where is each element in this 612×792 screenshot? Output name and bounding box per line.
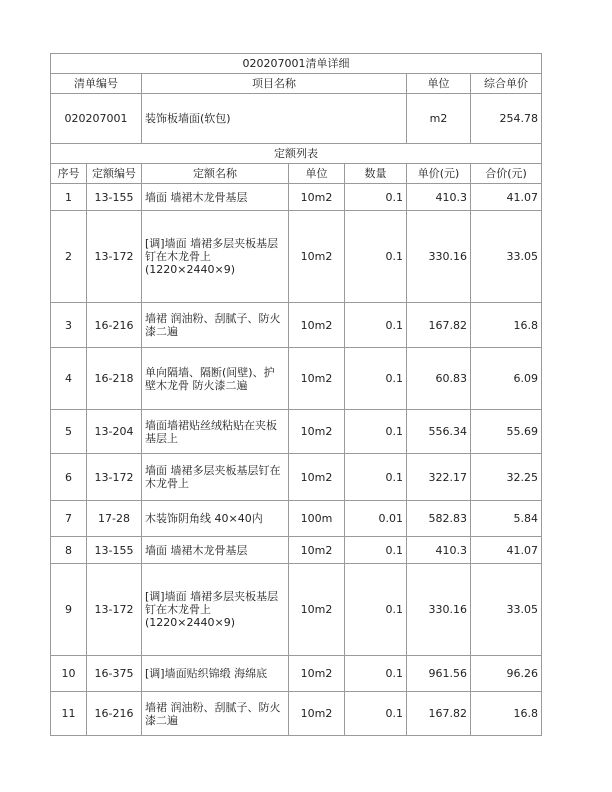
unit-price-header: 单价(元)	[407, 164, 471, 184]
quota-name-cell: [调]墙面贴织锦缎 海绵底	[142, 656, 289, 692]
quota-code-cell: 13-204	[87, 410, 142, 454]
quota-name-cell: 单向隔墙、隔断(间壁)、护壁木龙骨 防火漆二遍	[142, 348, 289, 410]
unit-price-cell: 322.17	[407, 454, 471, 501]
quota-name-cell: [调]墙面 墙裙多层夹板基层钉在木龙骨上(1220×2440×9)	[142, 211, 289, 303]
qty-cell: 0.01	[345, 501, 407, 537]
unit-cell: 10m2	[289, 184, 345, 211]
unit-cell: 10m2	[289, 656, 345, 692]
table-row	[51, 303, 542, 348]
bill-code-header: 清单编号	[51, 74, 142, 94]
quota-name-cell: 墙面 墙裙木龙骨基层	[142, 184, 289, 211]
seq-cell: 5	[51, 410, 87, 454]
unit-header: 单位	[289, 164, 345, 184]
seq-cell: 9	[51, 564, 87, 656]
quota-name-cell: [调]墙面 墙裙多层夹板基层钉在木龙骨上(1220×2440×9)	[142, 564, 289, 656]
table-row	[51, 410, 542, 454]
unit-cell: 10m2	[289, 410, 345, 454]
bill-price: 254.78	[471, 94, 542, 144]
total-cell: 33.05	[471, 564, 542, 656]
unit-cell: 10m2	[289, 303, 345, 348]
unit-price-cell: 167.82	[407, 692, 471, 736]
table-row	[51, 656, 542, 692]
unit-cell: 10m2	[289, 454, 345, 501]
page-title: 020207001清单详细	[51, 54, 542, 74]
seq-cell: 10	[51, 656, 87, 692]
total-cell: 5.84	[471, 501, 542, 537]
table-row	[51, 692, 542, 736]
total-cell: 16.8	[471, 303, 542, 348]
qty-cell: 0.1	[345, 656, 407, 692]
total-cell: 16.8	[471, 692, 542, 736]
table-row	[51, 454, 542, 501]
bill-unit: m2	[407, 94, 471, 144]
qty-cell: 0.1	[345, 564, 407, 656]
quota-code-cell: 16-218	[87, 348, 142, 410]
qty-cell: 0.1	[345, 348, 407, 410]
quota-code-header: 定额编号	[87, 164, 142, 184]
unit-cell: 10m2	[289, 537, 345, 564]
quota-name-cell: 墙裙 润油粉、刮腻子、防火漆二遍	[142, 303, 289, 348]
unit-cell: 10m2	[289, 348, 345, 410]
qty-cell: 0.1	[345, 692, 407, 736]
quota-name-cell: 墙面 墙裙多层夹板基层钉在木龙骨上	[142, 454, 289, 501]
seq-header: 序号	[51, 164, 87, 184]
total-cell: 96.26	[471, 656, 542, 692]
unit-cell: 10m2	[289, 692, 345, 736]
seq-cell: 6	[51, 454, 87, 501]
quota-name-header: 定额名称	[142, 164, 289, 184]
seq-cell: 8	[51, 537, 87, 564]
unit-price-cell: 167.82	[407, 303, 471, 348]
quota-code-cell: 16-216	[87, 692, 142, 736]
seq-cell: 3	[51, 303, 87, 348]
seq-cell: 1	[51, 184, 87, 211]
unit-price-cell: 410.3	[407, 184, 471, 211]
bill-header-row	[51, 74, 542, 94]
unit-price-cell: 410.3	[407, 537, 471, 564]
bill-row	[51, 94, 542, 144]
qty-header: 数量	[345, 164, 407, 184]
table-row	[51, 501, 542, 537]
qty-cell: 0.1	[345, 410, 407, 454]
total-cell: 33.05	[471, 211, 542, 303]
unit-cell: 100m	[289, 501, 345, 537]
quota-code-cell: 16-216	[87, 303, 142, 348]
seq-cell: 2	[51, 211, 87, 303]
unit-cell: 10m2	[289, 564, 345, 656]
quota-code-cell: 13-155	[87, 537, 142, 564]
total-cell: 32.25	[471, 454, 542, 501]
quota-header-row	[51, 164, 542, 184]
total-cell: 41.07	[471, 537, 542, 564]
seq-cell: 4	[51, 348, 87, 410]
total-header: 合价(元)	[471, 164, 542, 184]
unit-price-cell: 556.34	[407, 410, 471, 454]
quota-code-cell: 13-172	[87, 454, 142, 501]
bill-code: 020207001	[51, 94, 142, 144]
bill-detail-table	[50, 53, 542, 736]
unit-price-cell: 330.16	[407, 564, 471, 656]
bill-price-header: 综合单价	[471, 74, 542, 94]
unit-price-cell: 60.83	[407, 348, 471, 410]
unit-price-cell: 330.16	[407, 211, 471, 303]
qty-cell: 0.1	[345, 454, 407, 501]
qty-cell: 0.1	[345, 537, 407, 564]
quota-section-row	[51, 144, 542, 164]
quota-code-cell: 13-155	[87, 184, 142, 211]
quota-name-cell: 墙面 墙裙木龙骨基层	[142, 537, 289, 564]
unit-price-cell: 961.56	[407, 656, 471, 692]
table-row	[51, 537, 542, 564]
table-row	[51, 211, 542, 303]
quota-name-cell: 木装饰阴角线 40×40内	[142, 501, 289, 537]
bill-unit-header: 单位	[407, 74, 471, 94]
total-cell: 55.69	[471, 410, 542, 454]
unit-price-cell: 582.83	[407, 501, 471, 537]
qty-cell: 0.1	[345, 303, 407, 348]
quota-section-title: 定额列表	[51, 144, 542, 164]
total-cell: 41.07	[471, 184, 542, 211]
qty-cell: 0.1	[345, 184, 407, 211]
quota-name-cell: 墙裙 润油粉、刮腻子、防火漆二遍	[142, 692, 289, 736]
quota-code-cell: 13-172	[87, 564, 142, 656]
unit-cell: 10m2	[289, 211, 345, 303]
bill-name: 装饰板墙面(软包)	[142, 94, 407, 144]
quota-name-cell: 墙面墙裙贴丝绒粘贴在夹板基层上	[142, 410, 289, 454]
title-row	[51, 54, 542, 74]
quota-code-cell: 13-172	[87, 211, 142, 303]
table-row	[51, 564, 542, 656]
table-row	[51, 184, 542, 211]
seq-cell: 11	[51, 692, 87, 736]
qty-cell: 0.1	[345, 211, 407, 303]
total-cell: 6.09	[471, 348, 542, 410]
quota-code-cell: 17-28	[87, 501, 142, 537]
seq-cell: 7	[51, 501, 87, 537]
table-row	[51, 348, 542, 410]
quota-code-cell: 16-375	[87, 656, 142, 692]
bill-name-header: 项目名称	[142, 74, 407, 94]
